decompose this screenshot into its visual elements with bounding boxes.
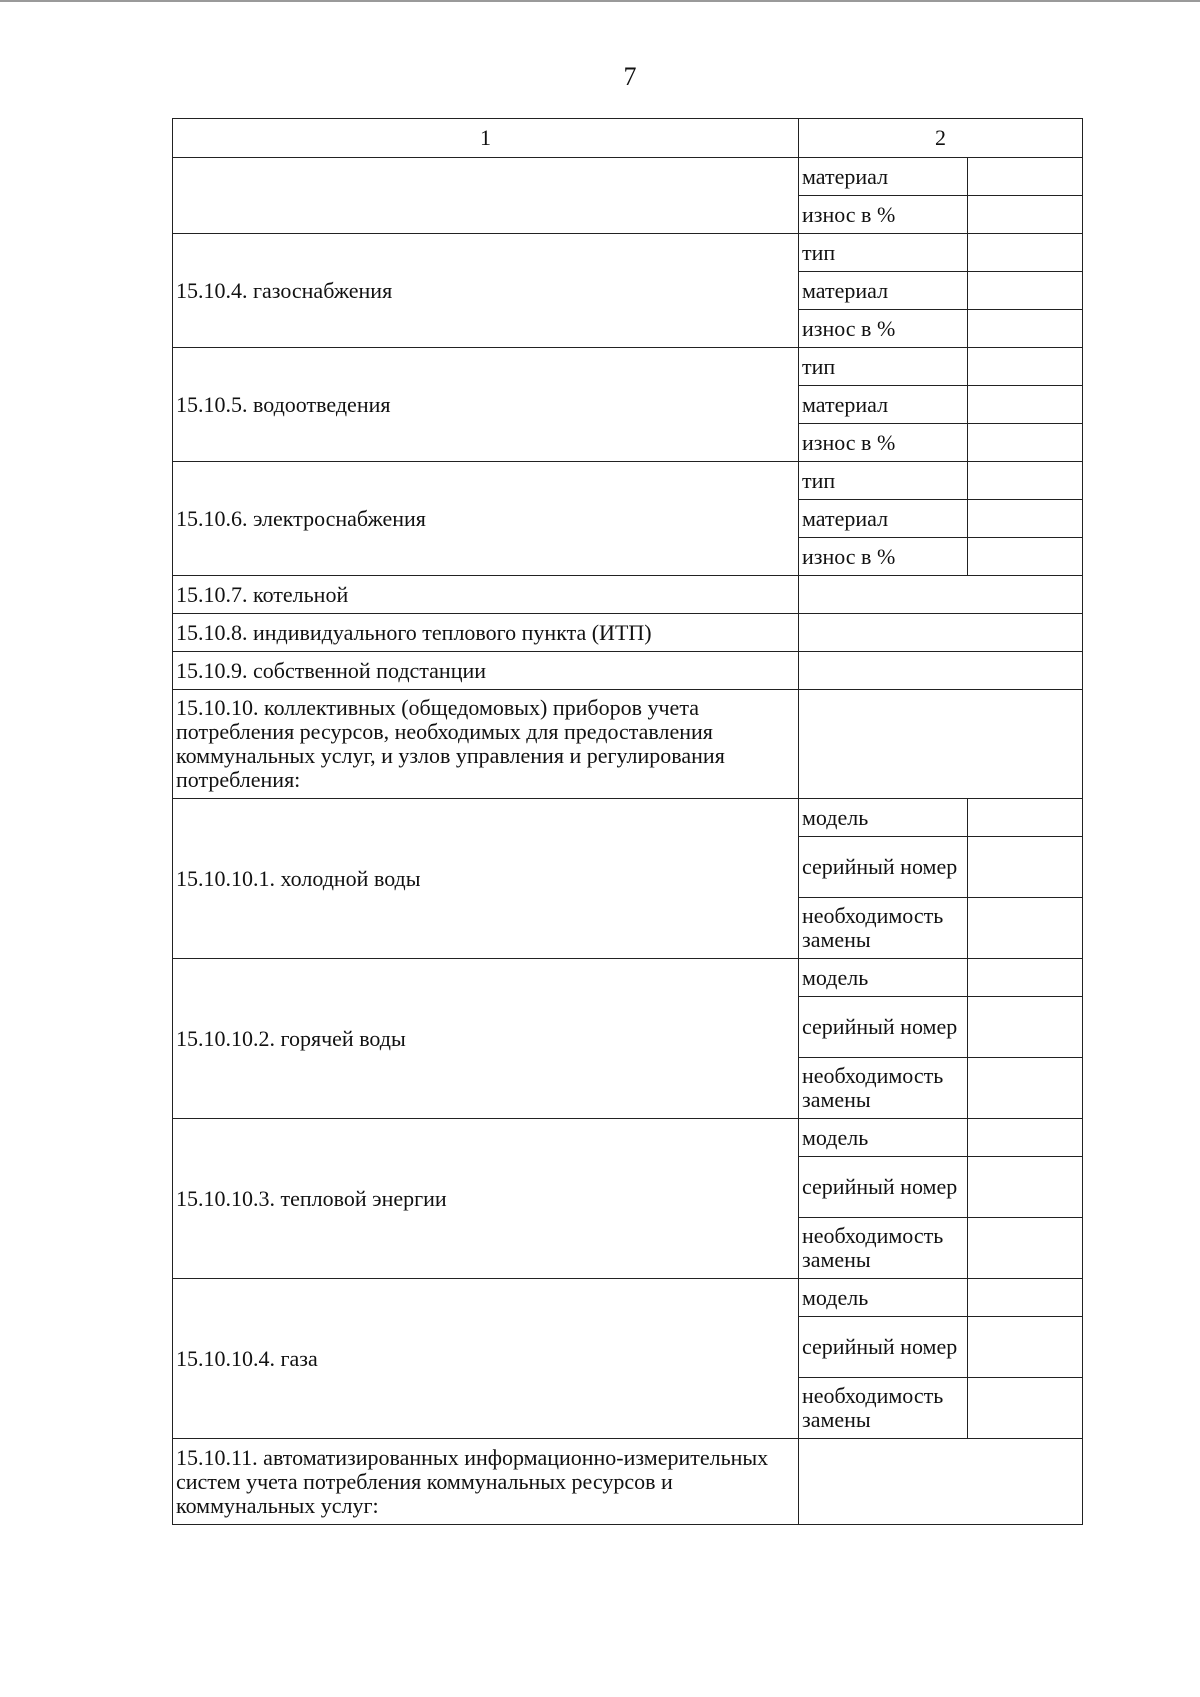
row-label: материал [799,500,968,538]
value-cell [799,652,1083,690]
value-cell [968,196,1083,234]
value-cell [968,837,1083,898]
table-row [173,348,1083,386]
value-cell [968,1317,1083,1378]
value-cell [968,462,1083,500]
item-title: 15.10.10.4. газа [173,1279,799,1439]
value-cell [968,538,1083,576]
value-cell [968,234,1083,272]
row-label: материал [799,158,968,196]
table-row [173,652,1083,690]
row-label: износ в % [799,310,968,348]
table-row [173,690,1083,799]
value-cell [968,1119,1083,1157]
value-cell [968,1218,1083,1279]
value-cell [968,1157,1083,1218]
row-label: износ в % [799,538,968,576]
value-cell [968,898,1083,959]
value-cell [799,576,1083,614]
value-cell [968,348,1083,386]
value-cell [968,158,1083,196]
table-row [173,799,1083,837]
value-cell [799,1439,1083,1525]
value-cell [968,1058,1083,1119]
row-label: необходимость замены [799,898,968,959]
table-header-row [173,119,1083,158]
row-label: серийный номер [799,997,968,1058]
item-title: 15.10.10.3. тепловой энергии [173,1119,799,1279]
value-cell [799,690,1083,799]
value-cell [968,310,1083,348]
page-number: 7 [623,62,637,91]
row-label: серийный номер [799,1157,968,1218]
column-header-1: 1 [173,119,799,158]
value-cell [799,614,1083,652]
table-row [173,1119,1083,1157]
item-title: 15.10.5. водоотведения [173,348,799,462]
item-title: 15.10.10.1. холодной воды [173,799,799,959]
column-header-2: 2 [799,119,1083,158]
row-label: износ в % [799,424,968,462]
row-label: модель [799,959,968,997]
table-row [173,614,1083,652]
item-title: 15.10.8. индивидуального теплового пункта (ИТП) [173,614,799,652]
value-cell [968,272,1083,310]
equipment-table [172,118,1083,1525]
table-row [173,959,1083,997]
item-title: 15.10.10. коллективных (общедомовых) приборов учета потребления ресурсов, необходимых для предоставления коммунальных услуг, и узлов управления и регулирования потребления: [173,690,799,799]
value-cell [968,500,1083,538]
value-cell [968,959,1083,997]
value-cell [968,386,1083,424]
row-label: серийный номер [799,837,968,898]
item-title: 15.10.10.2. горячей воды [173,959,799,1119]
row-label: тип [799,462,968,500]
table-row [173,462,1083,500]
table-row [173,158,1083,196]
value-cell [968,799,1083,837]
row-label: материал [799,386,968,424]
table-row [173,576,1083,614]
table-row [173,1439,1083,1525]
row-label: тип [799,348,968,386]
value-cell [968,424,1083,462]
row-label: модель [799,1119,968,1157]
table-row [173,1279,1083,1317]
item-title: 15.10.11. автоматизированных информационно-измерительных систем учета потребления коммунальных ресурсов и коммунальных услуг: [173,1439,799,1525]
item-title: 15.10.9. собственной подстанции [173,652,799,690]
row-label: необходимость замены [799,1058,968,1119]
scan-top-edge [0,0,1200,2]
row-label: износ в % [799,196,968,234]
table-row [173,234,1083,272]
row-label: тип [799,234,968,272]
item-title: 15.10.4. газоснабжения [173,234,799,348]
row-label: модель [799,1279,968,1317]
continued-item-cell [173,158,799,234]
value-cell [968,1378,1083,1439]
value-cell [968,997,1083,1058]
row-label: материал [799,272,968,310]
item-title: 15.10.6. электроснабжения [173,462,799,576]
row-label: модель [799,799,968,837]
row-label: необходимость замены [799,1218,968,1279]
row-label: серийный номер [799,1317,968,1378]
value-cell [968,1279,1083,1317]
item-title: 15.10.7. котельной [173,576,799,614]
row-label: необходимость замены [799,1378,968,1439]
